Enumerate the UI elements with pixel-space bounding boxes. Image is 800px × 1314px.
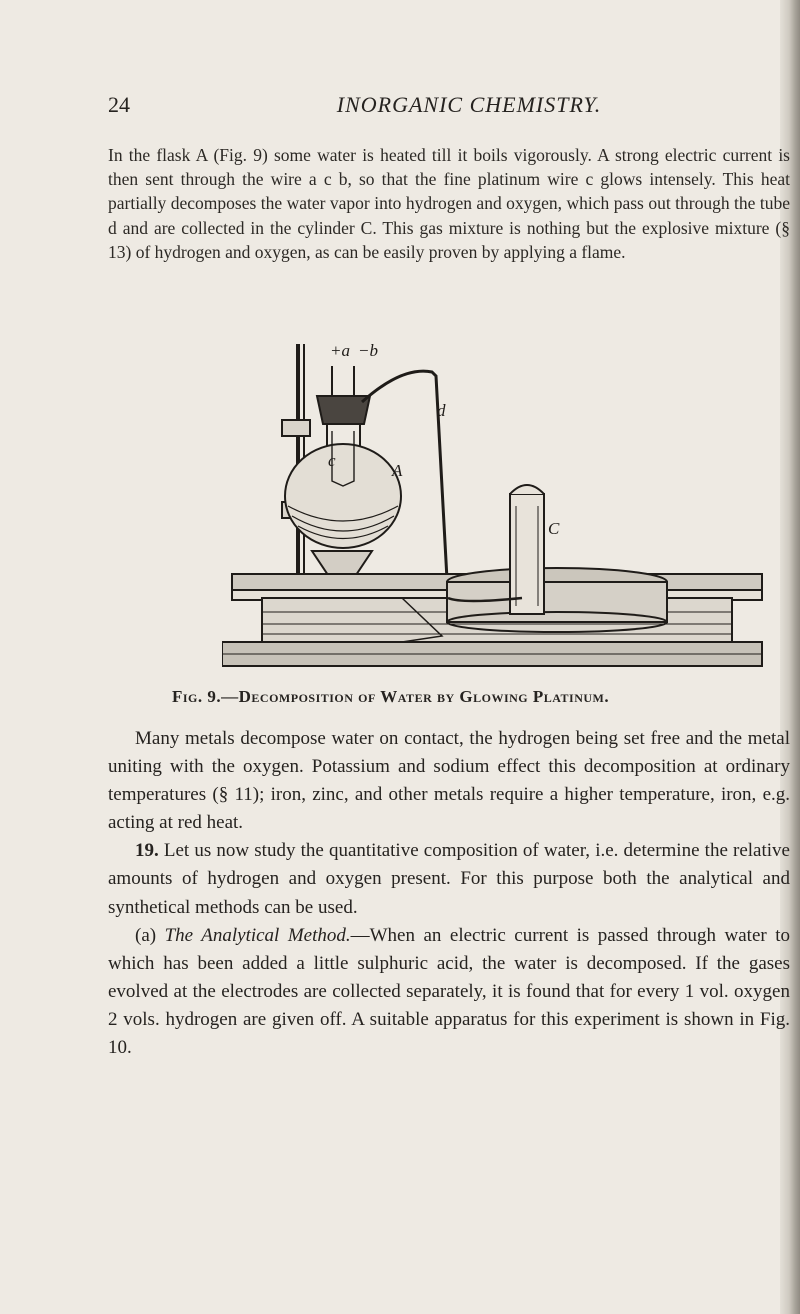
- paragraph-analytical-text: —When an electric current is passed through water to which has been added a little sulphuric acid, the water is decomposed. If the gases evolved at the electrodes are collected separately, it is found that for every 1 vol. oxygen 2 vols. hydrogen are given off. A suitable apparatus for this experiment is shown in Fig. 10.: [108, 924, 790, 1059]
- paragraph-19-text: Let us now study the quantitative composition of water, i.e. determine the relative amounts of hydrogen and oxygen present. For this purpose both the analytical and synthetical methods can be used.: [108, 840, 790, 918]
- paragraph-analytical: [108, 922, 790, 1062]
- page-header: [108, 92, 790, 122]
- figure-caption: Fig. 9.—Decomposition of Water by Glowing Platinum.: [172, 687, 610, 706]
- intro-paragraph: In the flask A (Fig. 9) some water is heated till it boils vigorously. A strong electric current is then sent through the wire a c b, so that the fine platinum wire c glows intensely. This heat partially decomposes the water vapor into hydrogen and oxygen, which pass out through the tube d and are collected in the cylinder C. This gas mixture is nothing but the explosive mixture (§ 13) of hydrogen and oxygen, as can be easily proven by applying a flame.: [108, 145, 790, 262]
- subsection-label: (a): [135, 924, 157, 946]
- paragraph-metals: Many metals decompose water on contact, the hydrogen being set free and the metal uniting with the oxygen. Potassium and sodium effect this decomposition at ordinary temperatures (§ 11); iron, zinc, and other metals require a higher temperature, iron, e.g. acting at red heat.: [108, 728, 790, 834]
- label-tube-d: d: [437, 401, 446, 420]
- running-title: INORGANIC CHEMISTRY.: [336, 92, 602, 117]
- label-minus-b: −b: [358, 341, 378, 360]
- label-plus-a: +a: [330, 341, 350, 360]
- section-number: 19.: [135, 840, 159, 862]
- label-flask-A: A: [392, 461, 403, 480]
- subsection-title: The Analytical Method.: [164, 924, 351, 946]
- body-text: [108, 725, 790, 1062]
- label-wire-c: c: [328, 451, 336, 470]
- apparatus-illustration: [222, 336, 782, 686]
- page-number: 24: [108, 92, 130, 117]
- figure-9-apparatus: [222, 336, 782, 686]
- paragraph-19: [108, 837, 790, 921]
- label-cylinder-C: C: [548, 519, 560, 538]
